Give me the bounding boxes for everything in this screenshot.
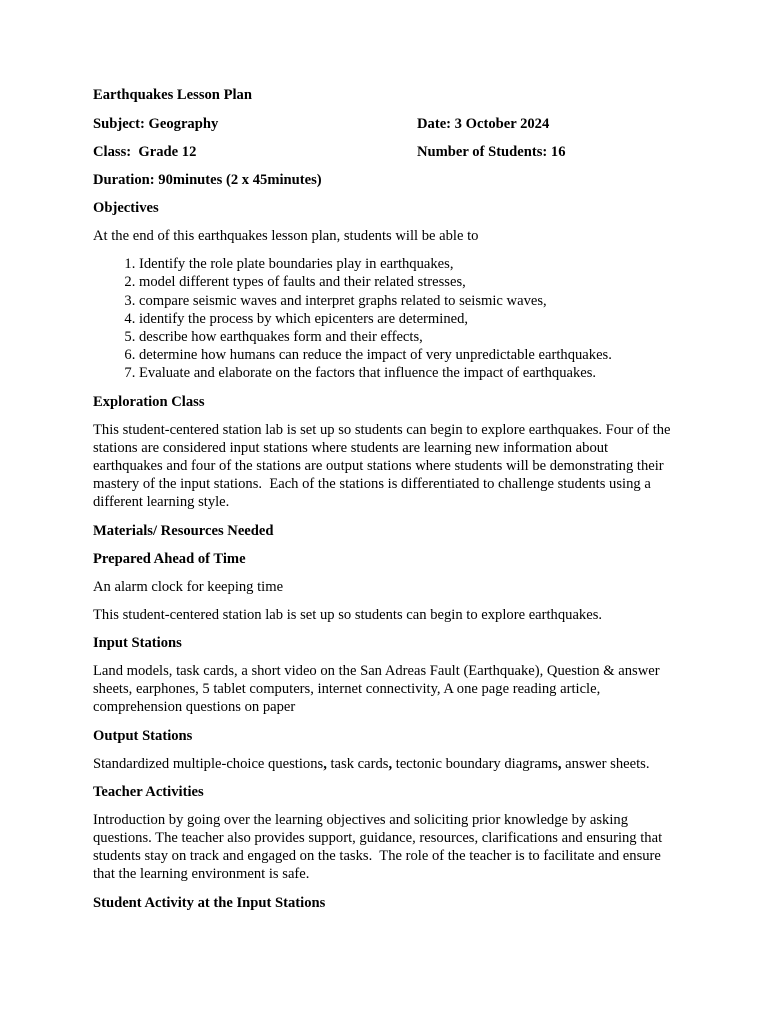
objectives-intro: At the end of this earthquakes lesson plan, students will be able to bbox=[93, 228, 479, 244]
duration-label: Duration: 90minutes (2 x 45minutes) bbox=[93, 171, 322, 188]
materials-heading: Materials/ Resources Needed bbox=[93, 522, 274, 539]
list-item: 5. describe how earthquakes form and their effects, bbox=[139, 328, 673, 346]
class-students-row bbox=[93, 143, 673, 161]
output-stations-text bbox=[93, 755, 673, 773]
objectives-heading: Objectives bbox=[93, 200, 159, 216]
class-label: Class: Grade 12 bbox=[93, 143, 197, 160]
students-label: Number of Students: 16 bbox=[417, 143, 566, 160]
teacher-activities-text: Introduction by going over the learning objectives and soliciting prior knowledge by asking questions. The teacher also provides support, guidance, resources, clarifications and ensuring that students stay on track and engaged on the tasks. The role of the teacher is to facilitate and ensure that the learning environment is safe. bbox=[93, 811, 666, 883]
document-title: Earthquakes Lesson Plan bbox=[93, 87, 252, 103]
output-comma: , bbox=[388, 755, 393, 772]
input-stations-heading: Input Stations bbox=[93, 635, 182, 652]
input-stations-text: Land models, task cards, a short video on the San Adreas Fault (Earthquake), Question & answer sheets, earphones, 5 tablet computers, internet connectivity, A one page reading article, comprehension questions on paper bbox=[93, 663, 660, 716]
output-part: answer sheets. bbox=[561, 755, 650, 772]
output-comma: , bbox=[323, 755, 327, 772]
list-item: 7. Evaluate and elaborate on the factors that influence the impact of earthquakes. bbox=[139, 364, 673, 382]
list-item: 3. compare seismic waves and interpret graphs related to seismic waves, bbox=[139, 292, 673, 310]
exploration-text: This student-centered station lab is set up so students can begin to explore earthquakes. Four of the stations are considered input stations where students are learning new information about earthquakes and four of the stations are output stations where students will be demonstrating their mastery of the input stations. Each of the stations is differentiated to challenge students using a different learning style. bbox=[93, 421, 675, 511]
list-item: 1. Identify the role plate boundaries play in earthquakes, bbox=[139, 255, 673, 273]
objectives-list bbox=[93, 255, 673, 382]
prepared-text-1: An alarm clock for keeping time bbox=[93, 578, 284, 595]
output-comma: , bbox=[557, 755, 562, 772]
subject-label: Subject: Geography bbox=[93, 115, 219, 132]
date-label: Date: 3 October 2024 bbox=[417, 115, 550, 132]
student-activity-heading: Student Activity at the Input Stations bbox=[93, 894, 326, 911]
output-part: tectonic boundary diagrams bbox=[392, 755, 558, 772]
output-part: task cards bbox=[326, 755, 389, 772]
list-item: 4. identify the process by which epicenters are determined, bbox=[139, 310, 673, 328]
output-stations-heading: Output Stations bbox=[93, 727, 193, 744]
prepared-heading: Prepared Ahead of Time bbox=[93, 550, 246, 567]
document-page bbox=[93, 86, 673, 922]
output-part: Standardized multiple-choice questions bbox=[93, 755, 324, 772]
subject-date-row bbox=[93, 115, 673, 133]
prepared-text-2: This student-centered station lab is set up so students can begin to explore earthquakes. bbox=[93, 606, 603, 623]
teacher-activities-heading: Teacher Activities bbox=[93, 783, 204, 800]
list-item: 2. model different types of faults and their related stresses, bbox=[139, 273, 673, 291]
list-item: 6. determine how humans can reduce the impact of very unpredictable earthquakes. bbox=[139, 346, 673, 364]
exploration-heading: Exploration Class bbox=[93, 393, 205, 410]
